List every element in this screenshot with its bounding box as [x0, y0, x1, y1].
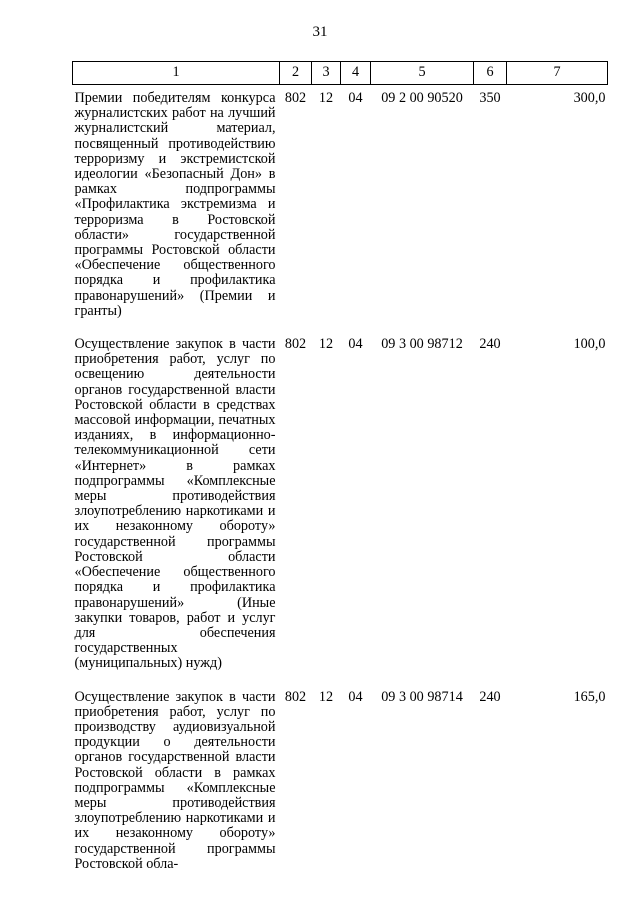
row-expense-type: 350 [479, 90, 501, 106]
column-header-7: 7 [507, 62, 608, 85]
column-header-1: 1 [73, 62, 280, 85]
row-subsection-code: 04 [348, 90, 363, 106]
row-description: Премии победителям конкурса журналистских работ на лучший журналистский материал, посвященный противодействию терроризму и экстремистской идеологии «Безопасный Дон» в рамках подпрограммы «Профилактика экстремизма и терроризма в Ростовской области» государственной программы Ростовской области «Обеспечение общественного порядка и профилактика правонарушений» (Премии и гранты) [74, 90, 276, 319]
row-ministry-code: 802 [284, 688, 307, 705]
row-amount: 165,0 [573, 688, 606, 705]
row-target-article: 09 3 00 98712 [381, 336, 463, 353]
row-amount: 100,0 [573, 336, 606, 353]
row-amount: 300,0 [573, 90, 606, 106]
row-target-article: 09 3 00 98714 [381, 688, 463, 705]
page-number: 31 [312, 24, 328, 40]
row-expense-type: 240 [479, 336, 501, 353]
row-description: Осуществление закупок в части приобретения работ, услуг по освещению деятельности органов государственной власти Ростовской области в средствах массовой информации, печатных изданиях, в информационно-телекоммуникационной сети «Интернет» в рамках подпрограммы «Комплексные меры противодействия злоупотреблению наркотиками и их незаконному обороту» государственной программы Ростовской области «Обеспечение общественного порядка и профилактика правонарушений» (Иные закупки товаров, работ и услуг для обеспечения государственных (муниципальных) нужд) [74, 336, 276, 672]
row-section-code: 12 [318, 90, 334, 106]
budget-table [72, 61, 608, 884]
row-description: Осуществление закупок в части приобретения работ, услуг по производству аудиовизуальной продукции о деятельности органов государственной власти Ростовской области в рамках подпрограммы «Комплексные меры противодействия злоупотреблению наркотиками и их незаконному обороту» государственной программы Ростовской обла- [74, 688, 276, 872]
row-subsection-code: 04 [348, 336, 363, 353]
row-subsection-code: 04 [348, 688, 363, 705]
column-header-2: 2 [280, 62, 312, 85]
column-header-4: 4 [341, 62, 371, 85]
column-header-6: 6 [474, 62, 507, 85]
column-header-5: 5 [371, 62, 474, 85]
row-section-code: 12 [318, 688, 334, 705]
row-target-article: 09 2 00 90520 [381, 90, 463, 106]
table-row [73, 684, 608, 884]
table-row [73, 331, 608, 683]
table-header-row [73, 62, 608, 85]
row-section-code: 12 [318, 336, 334, 353]
table-row [73, 85, 608, 332]
column-header-3: 3 [312, 62, 341, 85]
row-ministry-code: 802 [284, 336, 307, 353]
row-expense-type: 240 [479, 688, 501, 705]
row-ministry-code: 802 [284, 90, 307, 106]
